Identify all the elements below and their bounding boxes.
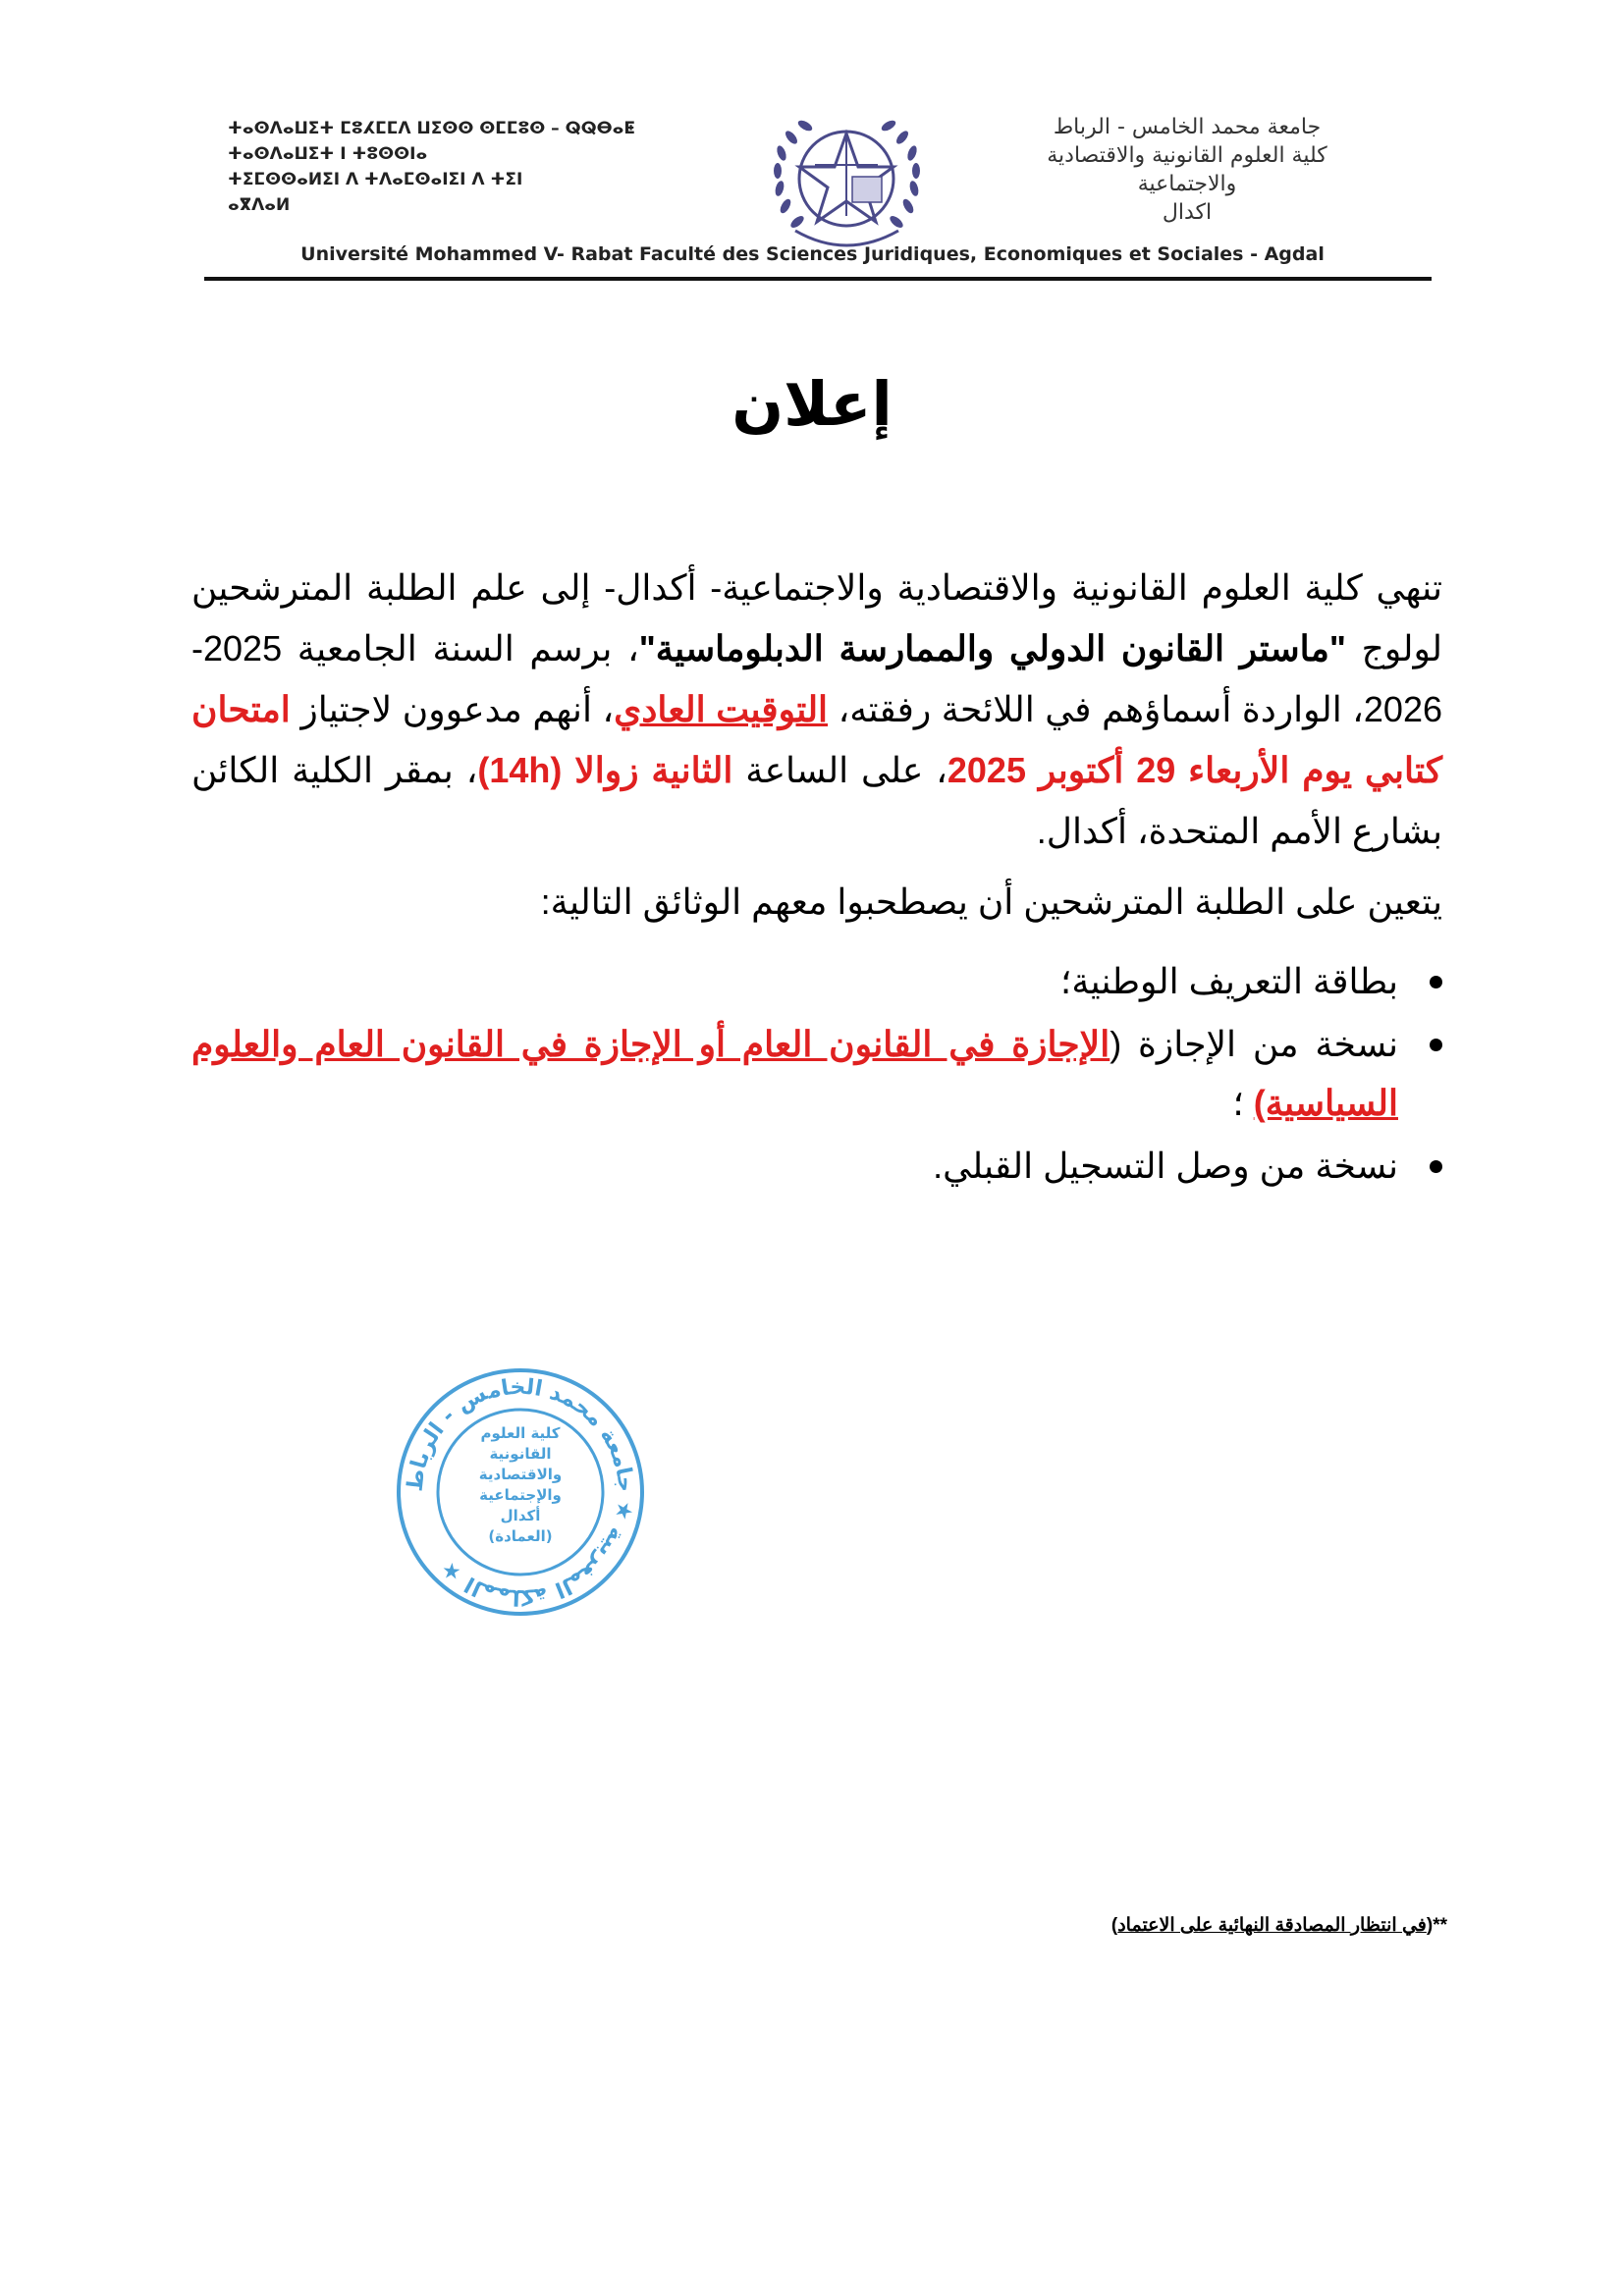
stamp-line: القانونية [489,1445,552,1463]
text-run: ، على الساعة [732,750,947,790]
exam-time-highlight: الثانية زوالا (14h) [477,750,733,790]
list-item-text: ؛ [1232,1083,1254,1123]
footnote-paren: ) [1110,1915,1118,1936]
footnote-paren: ( [1426,1915,1434,1936]
stamp-line: والاقتصادية [478,1466,563,1483]
list-item-text: بطاقة التعريف الوطنية؛ [1059,961,1398,1001]
stamp-line: أكدال [500,1507,541,1524]
text-run: ، بمقر الكلية الكائن بشارع الأمم المتحدة، أكدال. [191,750,1442,851]
list-item [191,1137,1442,1196]
text-run: ، أنهم مدعوون لاجتياز [290,689,615,729]
header-tifinagh-name [228,116,660,218]
bullet-icon [1430,1039,1442,1051]
requirements-intro: يتعين على الطلبة المترشحين أن يصطحبوا معهم الوثائق التالية: [540,881,1442,922]
arabic-line: جامعة محمد الخامس - الرباط [1053,115,1322,139]
stamp-line: والإجتماعية [479,1486,562,1504]
list-item-text: نسخة من الإجازة ( [1110,1024,1399,1064]
header-french-name: Université Mohammed V- Rabat Faculté des Sciences Juridiques, Economiques et Sociales - Agdal [300,243,1325,265]
tifinagh-line: ⵜⵉⵎⵙⵙⴰⵍⵉⵏ ⴷ ⵜⴷⴰⵎⵙⴰⵏⵉⵏ ⴷ ⵜⵉⵏ [228,170,523,189]
tifinagh-line: ⵜⴰⵙⴷⴰⵡⵉⵜ ⵏ ⵜⵓⵙⵙⵏⴰ [228,144,428,164]
bullet-icon [1430,1160,1442,1173]
footnote [1111,1914,1447,1937]
university-logo-icon [756,98,938,265]
list-item [191,952,1442,1011]
stamp-ring-text: المملكة المغربية ★ جامعة محمد الخامس - الرباط ★ [403,1374,638,1610]
footnote-text: في انتظار المصادقة النهائية على الاعتماد [1117,1915,1427,1936]
tifinagh-line: ⴰⴳⴷⴰⵍ [228,195,291,215]
requirements-list [191,952,1442,1196]
list-item [191,1015,1442,1133]
stamp-line: (العمادة) [488,1527,553,1545]
tifinagh-line: ⵜⴰⵙⴷⴰⵡⵉⵜ ⵎⵓⵃⵎⵎⴷ ⵡⵉⵙⵙ ⵙⵎⵎⵓⵙ – ⵕⵕⴱⴰⵟ [228,119,635,138]
arabic-line: اكدال [1162,200,1213,225]
footnote-marker: ** [1433,1915,1447,1936]
text-run: ، برسم السنة الجامعية 2025-2026، الواردة أسماؤهم في اللائحة رفقته، [191,628,1442,729]
stamp-center-text [461,1423,579,1547]
arabic-line: كلية العلوم القانونية والاقتصادية [1047,143,1327,168]
arabic-line: والاجتماعية [1137,172,1237,196]
list-item-text: نسخة من وصل التسجيل القبلي. [933,1146,1398,1186]
header-arabic-name [1010,113,1364,227]
exam-date-highlight: امتحان كتابي يوم الأربعاء 29 أكتوبر 2025 [191,689,1442,790]
program-name: "ماستر القانون الدولي والممارسة الدبلوماسية" [638,628,1346,668]
header-divider [204,277,1432,281]
announcement-paragraph [191,558,1442,862]
text-run: تنهي كلية العلوم القانونية والاقتصادية والاجتماعية- أكدال- إلى علم الطلبة المترشحين لولوج [191,567,1443,668]
bullet-icon [1430,976,1442,988]
degree-highlight: الإجازة في القانون العام أو الإجازة في القانون العام والعلوم السياسية) [191,1024,1398,1123]
announcement-body [191,558,1442,1200]
document-title: إعلان [731,368,893,440]
schedule-type-highlight: التوقيت العادي [614,689,829,729]
stamp-line: كلية العلوم [480,1424,561,1442]
